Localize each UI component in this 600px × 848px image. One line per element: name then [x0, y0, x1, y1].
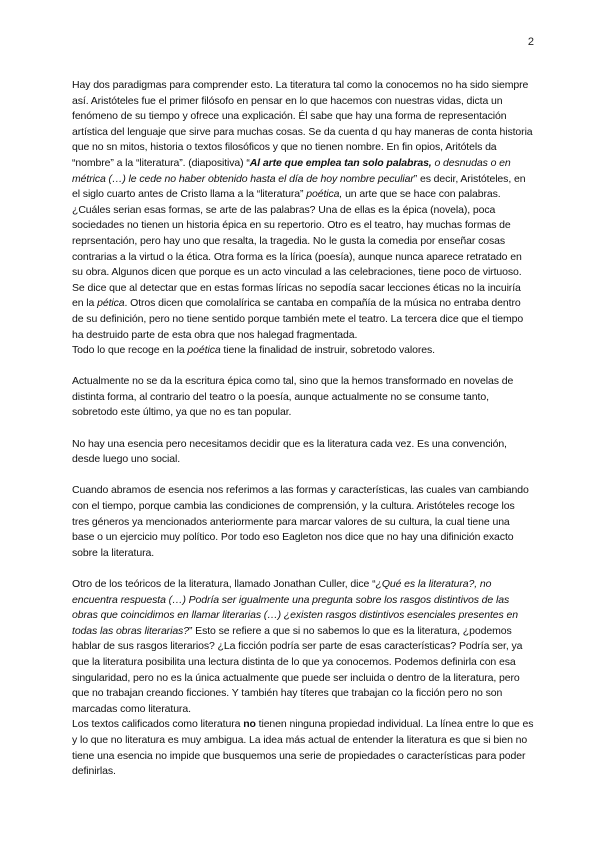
- body-text: [72, 78, 534, 780]
- bold-quote: [250, 157, 432, 169]
- paragraph-culler: [72, 577, 534, 717]
- paragraph-gap: [72, 359, 534, 375]
- paragraph-eagleton: Cuando abramos de esencia nos referimos a las formas y características, las cuales van cambiando con el tiempo, porque cambia las condiciones de comprensión, y la cultura. Aristóteles recoge los tres géneros ya mencionados anteriormente para marcar valores de su cultura, la cual tiene una base o un ejercicio muy político. Por todo eso Eagleton nos dice que no hay una difinición exacto sobre la literatura.: [72, 484, 529, 559]
- text-run: tiene la finalidad de instruir, sobretodo valores.: [220, 344, 435, 357]
- italic-quote: ¿Qué es la literatura?, no encuentra respuesta (…) Podría ser igualmente una pregunta sobre los rasgos distintivos de las obras que coincidimos en llamar literarias (…) ¿existen rasgos distintivos esenciales presentes en todas las obras literarias?: [72, 578, 518, 637]
- text-run: Otro de los teóricos de la literatura, llamado Jonathan Culler, dice “: [72, 578, 376, 590]
- text-run: ” es decir, Aristóteles, en el siglo cuarto antes de Cristo llama a la “literatura”: [72, 172, 526, 201]
- bold-word: no: [243, 718, 256, 731]
- text-run: ” Esto se refiere a que si no sabemos lo que es la literatura, ¿podemos hablar de sus rasgos literarios? ¿La ficción podría ser parte de esas características? Podría ser, ya que la literatura posibilita una lectura distinta de lo que ya conocemos. Podemos definirla con esa singularidad, pero no es la única actualmente que puede ser incluida o dentro de la literatura, pero que no trabajan creando ficciones. Y también hay títeres que trabajan co la ficción pero no son marcadas como literatura.: [72, 624, 523, 715]
- paragraph-gap: [72, 468, 534, 484]
- paragraph-conclusion: [72, 717, 534, 779]
- page-number: 2: [527, 36, 534, 48]
- paragraph-esencia: No hay una esencia pero necesitamos decidir que es la literatura cada vez. Es una convención, desde luego uno social.: [72, 437, 507, 466]
- paragraph-gap: [72, 421, 534, 437]
- paragraph-poetica: [72, 343, 534, 359]
- text-run: un arte que se hace con palabras. ¿Cuáles serian esas formas, se arte de las palabras? Una de ellas es la épica (novela), poca sociedades no tienen un historia épica en su repertorio. Otro es el teatro, hay muchas formas de reprsentación, pero hay uno que resalta, la tragedia. No le gusta la comedia por enseñar cosas contrarias a la virtud o la ética. Otra forma es la lírica (poesía), aunque nunca aparece retratado en su obra. Algunos dicen que porque es un acto vinculad a las celebraciones, tiene poco de virtuoso. Se dice que al detectar que en estas formas líricas no sepodía sacar lecciones éticas no la incuiría en la: [72, 188, 522, 310]
- text-run: Hay dos paradigmas para comprender esto. La titeratura tal como la conocemos no ha sido siempre así. Aristóteles fue el primer filósofo en pensar en lo que hacemos con nuestras vidas, dicta un fenómeno de su tiempo y ofrece una explicación. Él sabe que hay una forma de representación artística del lenguaje que sirve para muchas cosas. Se da cuenta d qu hay maneras de conta historia que no sn mitos, historia o textos filosóficos y que no tienen nombre. En fin opios, Aritótels da “nombre” a la “literatura”. (diapositiva) “: [72, 79, 533, 169]
- bold-italic-run: Al arte que emplea tan solo palabras,: [249, 156, 432, 169]
- italic-term: poética,: [306, 188, 343, 201]
- text-run: tienen ninguna propiedad individual. La línea entre lo que es y lo que no literatura es muy ambigua. La idea más actual de entender la literatura es que si bien no tiene una esencia no impide que busquemos una serie de propiedades o características para poder definirlas.: [72, 718, 534, 778]
- paragraph-epica: Actualmente no se da la escritura épica como tal, sino que la hemos transformado en novelas de distinta forma, al contrario del teatro o la poesía, aunque actualmente no se consume tanto, sobretodo este último, ya que no es tan popular.: [72, 375, 514, 419]
- text-run: Los textos calificados como literatura: [72, 718, 244, 731]
- italic-term: poética: [187, 344, 221, 357]
- italic-term: pética: [97, 297, 125, 310]
- paragraph-aristoteles: [72, 78, 534, 343]
- paragraph-gap: [72, 561, 534, 577]
- italic-quote: o desnudas o en métrica (…) le cede no haber obtenido hasta el día de hoy nombre peculiar: [72, 156, 511, 185]
- text-run: Todo lo que recoge en la: [72, 344, 188, 357]
- text-run: . Otros dicen que comolalírica se cantaba en compañía de la música no entraba dentro de su definición, pero no tiene sentido porque también mete el teatro. La tercera dice que el tiempo ha destruido parte de esta obra que nos halegad fragmentada.: [72, 297, 524, 341]
